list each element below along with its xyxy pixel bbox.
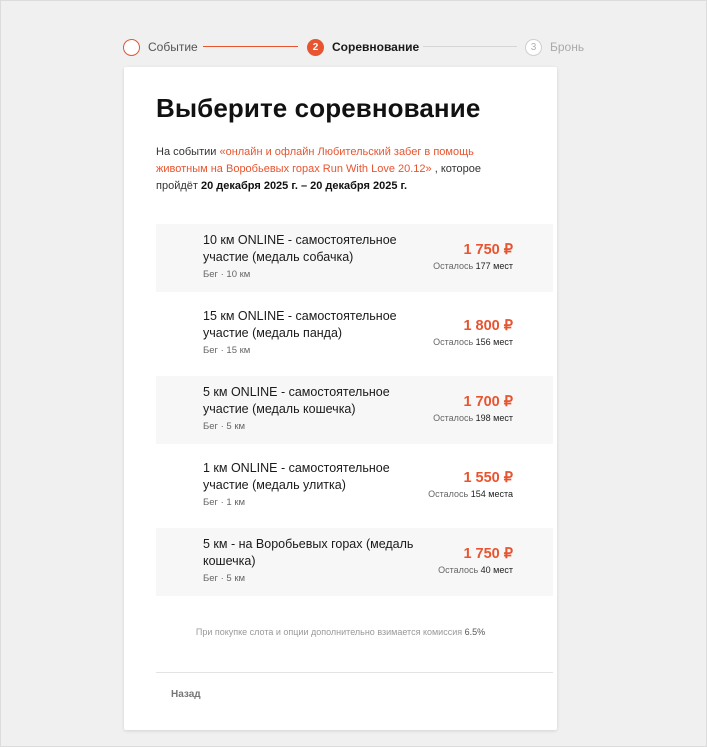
remaining-slots: Осталось 198 мест	[433, 413, 513, 423]
footer-divider	[156, 672, 553, 673]
remaining-slots: Осталось 156 мест	[433, 337, 513, 347]
competition-name: 1 км ONLINE - самостоятельное участие (медаль улитка)	[203, 461, 390, 492]
competition-name: 5 км - на Воробьевых горах (медаль кошечка)	[203, 537, 414, 568]
back-button[interactable]: Назад	[171, 689, 201, 700]
competition-meta: Бег · 5 км	[203, 573, 246, 584]
event-link[interactable]: «онлайн и офлайн Любительский забег в помощь животным на Воробьевых горах Run With Love 20.12»	[156, 146, 474, 175]
step-event-label: Событие	[148, 40, 198, 54]
step-1-circle-icon	[123, 39, 140, 56]
step-connector-upcoming	[423, 46, 517, 47]
step-booking	[525, 38, 584, 56]
event-dates: 20 декабря 2025 г. – 20 декабря 2025 г.	[200, 180, 408, 192]
competition-meta: Бег · 1 км	[203, 497, 246, 508]
step-2-number-badge: 2	[307, 39, 324, 56]
remaining-slots: Осталось 177 мест	[433, 261, 513, 271]
competition-price: 1 700 ₽	[463, 394, 513, 410]
competition-price: 1 750 ₽	[463, 242, 513, 258]
step-3-number-badge: 3	[525, 39, 542, 56]
page-title: Выберите соревнование	[156, 93, 481, 123]
competition-name: 5 км ONLINE - самостоятельное участие (медаль кошечка)	[203, 385, 390, 416]
competition-item[interactable]	[156, 528, 553, 596]
step-booking-label: Бронь	[550, 40, 585, 54]
competition-name: 10 км ONLINE - самостоятельное участие (медаль собачка)	[203, 233, 397, 264]
commission-value: 6.5%	[464, 627, 486, 637]
commission-note: При покупке слота и опции дополнительно взимается комиссия 6.5%	[195, 627, 486, 637]
step-event[interactable]	[123, 38, 198, 56]
competition-meta: Бег · 10 км	[203, 269, 251, 280]
step-competition-label: Соревнование	[332, 40, 420, 54]
competition-price: 1 800 ₽	[463, 318, 513, 334]
competition-name: 15 км ONLINE - самостоятельное участие (медаль панда)	[203, 309, 397, 340]
competition-meta: Бег · 15 км	[203, 345, 251, 356]
competition-item[interactable]	[156, 452, 553, 520]
competition-item[interactable]	[156, 376, 553, 444]
competition-list	[156, 224, 553, 604]
competition-item[interactable]	[156, 300, 553, 368]
competition-item[interactable]	[156, 224, 553, 292]
competition-card	[124, 67, 557, 730]
competition-price: 1 750 ₽	[463, 546, 513, 562]
competition-meta: Бег · 5 км	[203, 421, 246, 432]
step-competition[interactable]	[307, 38, 419, 56]
progress-stepper	[123, 38, 586, 56]
intro-prefix: На событии	[156, 146, 220, 158]
remaining-slots: Осталось 154 места	[428, 489, 513, 499]
competition-price: 1 550 ₽	[463, 470, 513, 486]
remaining-slots: Осталось 40 мест	[438, 565, 513, 575]
event-intro	[156, 144, 521, 195]
step-connector-completed	[203, 46, 298, 47]
intro-middle: , которое пройдёт	[156, 163, 482, 192]
